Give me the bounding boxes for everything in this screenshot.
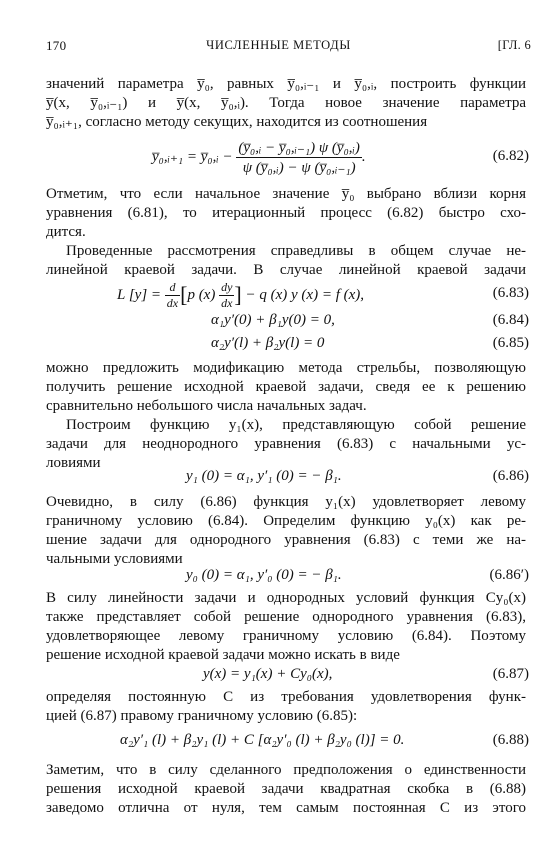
equation-number: (6.82): [492, 148, 529, 164]
equation-number: (6.84): [492, 312, 529, 328]
text-line: решения исходной краевой задачи квадратная скобка в (6.88): [46, 781, 526, 797]
eq-6-83-rhs: − q (x) y (x) = f (x),: [245, 286, 365, 303]
eq-6-82-fraction: [236, 138, 362, 177]
left-bracket: [: [180, 281, 188, 307]
equation-number: (6.86′): [489, 567, 529, 583]
text-line: ловиями: [46, 455, 101, 471]
text-line: Построим функцию y₁(x), представляющую собой решение: [66, 417, 526, 433]
text-line: сравнительно небольшого числа начальных задач.: [46, 398, 367, 414]
equation-6-87: y(x) = y₁(x) + Cy₀(x),: [203, 666, 333, 682]
text-line: решение исходной краевой задачи можно искать в виде: [46, 647, 400, 663]
eq-6-83-d: d: [165, 280, 180, 296]
equation-6-82: [152, 138, 366, 177]
equation-6-88: α₂y′₁ (l) + β₂y₁ (l) + C [α₂y′₀ (l) + β₂y₀ (l)] = 0.: [120, 732, 405, 748]
eq-6-83-lhs: L [y] =: [117, 286, 162, 303]
eq-6-83-p: p (x): [187, 286, 216, 303]
text-line: В силу линейности задачи и однородных условий функция Cy₀(x): [46, 590, 526, 606]
text-line: задачи для неоднородного уравнения (6.83) с начальными ус-: [46, 436, 526, 452]
text-line: определяя постоянную C из требования удовлетворения функ-: [46, 689, 526, 705]
eq-6-82-denominator: ψ (y̅₀,ᵢ) − ψ (y̅₀,ᵢ₋₁): [242, 160, 356, 176]
text-line: линейной краевой задачи. В случае линейной краевой задачи: [46, 262, 526, 278]
right-bracket: ]: [234, 281, 242, 307]
text-line: y̅(x, y̅₀,ᵢ₋₁) и y̅(x, y̅₀,ᵢ). Тогда новое значение параметра: [46, 95, 526, 111]
page-number: 170: [46, 38, 67, 53]
text-line: шение задачи для однородного уравнения (6.83) с теми же на-: [46, 532, 526, 548]
eq-6-83-dx: dx: [166, 296, 179, 310]
equation-6-86-prime: y₀ (0) = α₁, y′₀ (0) = − β₁.: [186, 567, 342, 583]
eq-6-82-numerator: (y̅₀,ᵢ − y̅₀,ᵢ₋₁) ψ (y̅₀,ᵢ): [238, 140, 360, 156]
eq-6-82-period: .: [361, 148, 366, 165]
eq-6-83-dy-dx: [219, 280, 234, 311]
text-line: чальными условиями: [46, 551, 183, 567]
equation-number: (6.87): [492, 666, 529, 682]
running-title: ЧИСЛЕННЫЕ МЕТОДЫ: [206, 38, 351, 52]
text-line: значений параметра y̅₀, равных y̅₀,ᵢ₋₁ и y̅₀,ᵢ, построить функции: [46, 76, 526, 92]
equation-number: (6.83): [492, 285, 529, 301]
text-line: y̅₀,ᵢ₊₁, согласно методу секущих, находится из соотношения: [46, 114, 428, 130]
text-line: цией (6.87) правому граничному условию (6.85):: [46, 708, 358, 724]
eq-6-83-dy: dy: [221, 280, 233, 294]
text-line: Проведенные рассмотрения справедливы в общем случае не-: [66, 243, 526, 259]
text-line: дится.: [46, 224, 86, 240]
equation-number: (6.86): [492, 468, 529, 484]
text-line: удовлетворяющее левому граничному условию (6.84). Поэтому: [46, 628, 526, 644]
eq-6-82-lhs: y̅₀,ᵢ₊₁ = y̅₀,ᵢ −: [152, 148, 233, 165]
text-line: можно предложить модификацию метода стрельбы, позволяющую: [46, 360, 526, 376]
text-line: получить решение исходной краевой задачи, сведя ее к решению: [46, 379, 526, 395]
text-line: Отметим, что если начальное значение y̅₀ выбрано вблизи корня: [46, 186, 526, 202]
eq-6-83-d-dx: [165, 280, 180, 311]
text-line: Очевидно, в силу (6.86) функция y₁(x) удовлетворяет левому: [46, 494, 526, 510]
equation-number: (6.85): [492, 335, 529, 351]
eq-6-83-dx2: dx: [221, 296, 233, 310]
chapter-label: [ГЛ. 6: [497, 38, 531, 52]
equation-number: (6.88): [492, 732, 529, 748]
text-line: заведомо отлична от нуля, тем самым постоянная C из этого: [46, 800, 526, 816]
equation-6-84: α₁y′(0) + β₁y(0) = 0,: [211, 312, 335, 328]
equation-6-86: y₁ (0) = α₁, y′₁ (0) = − β₁.: [186, 468, 342, 484]
text-line: также представляет собой решение однородного уравнения (6.83),: [46, 609, 526, 625]
text-line: уравнения (6.81), то итерационный процесс (6.82) быстро схо-: [46, 205, 526, 221]
equation-6-85: α₂y′(l) + β₂y(l) = 0: [211, 335, 325, 351]
text-line: граничному условию (6.84). Определим функцию y₀(x) как ре-: [46, 513, 526, 529]
text-line: Заметим, что в силу сделанного предположения о единственности: [46, 762, 526, 778]
equation-6-83: [117, 280, 364, 311]
